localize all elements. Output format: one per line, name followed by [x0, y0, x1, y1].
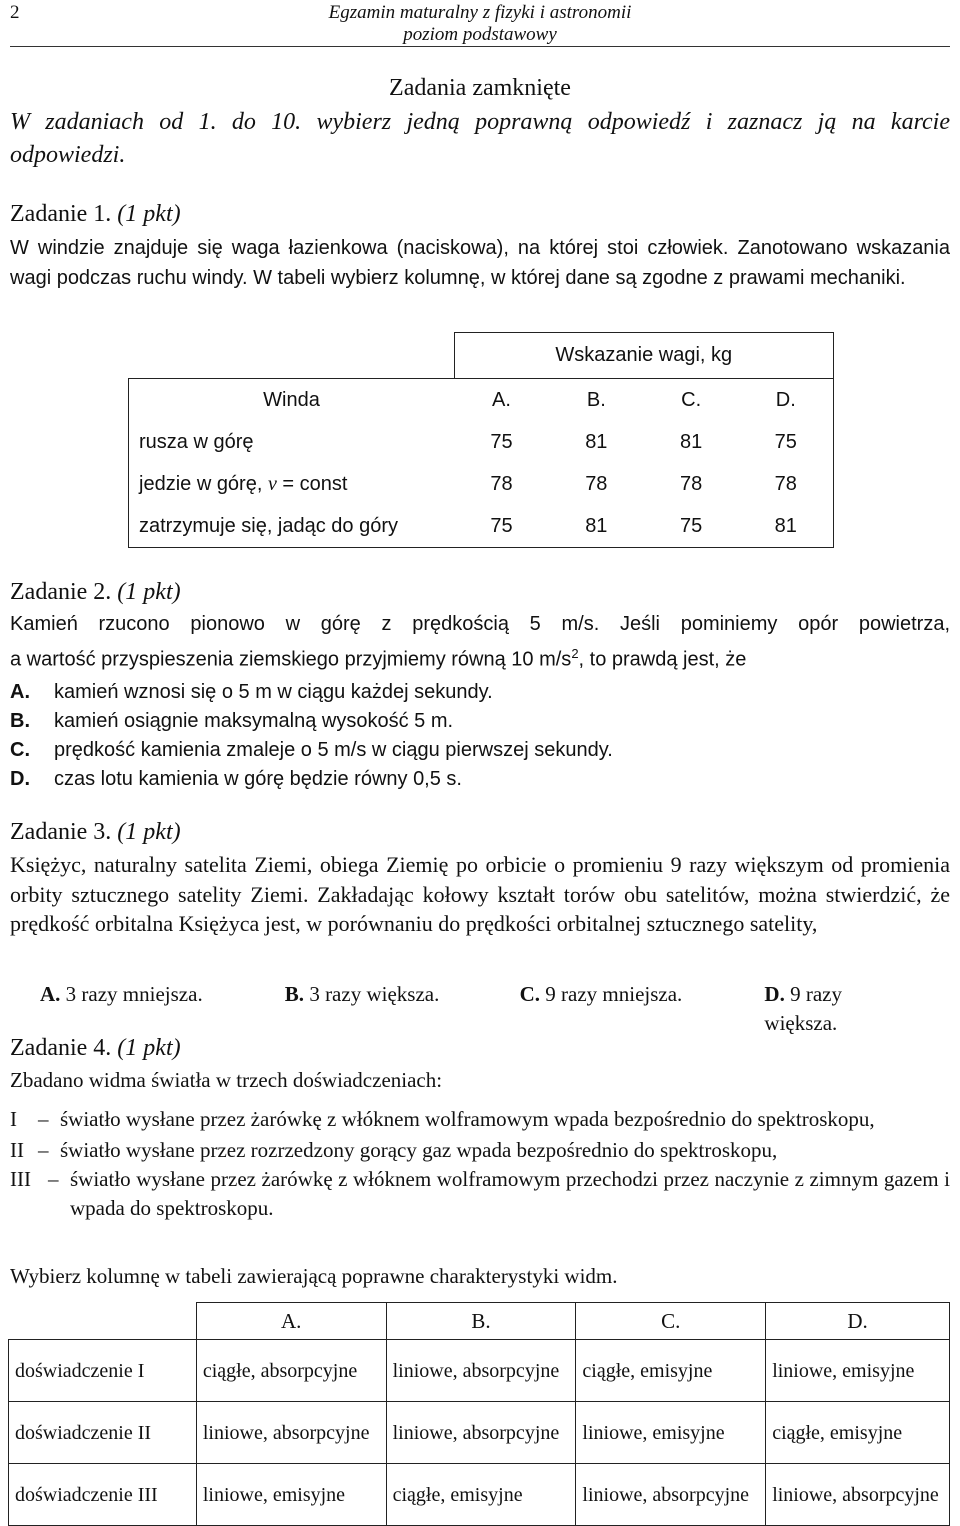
task4-cell: liniowe, absorpcyjne	[196, 1402, 386, 1464]
list-item: C. 9 razy mniejsza.	[519, 982, 683, 1006]
table-row	[9, 1464, 950, 1526]
exam-title-line2: poziom podstawowy	[403, 24, 557, 45]
task1-cell: 75	[490, 430, 513, 453]
task4-cell: liniowe, emisyjne	[576, 1402, 766, 1464]
task1-cell: 81	[549, 505, 644, 548]
list-item: II – światło wysłane przez rozrzedzony gorący gaz wpada bezpośrednio do spektroskopu,	[10, 1138, 778, 1162]
task1-heading	[10, 200, 950, 229]
task1-cell: 75	[454, 505, 549, 548]
task4-intro: Zbadano widma światła w trzech doświadczeniach:	[10, 1068, 443, 1092]
task4-col-a: A.	[196, 1303, 386, 1340]
task3-text: Księżyc, naturalny satelita Ziemi, obiega Ziemię po orbicie o promieniu 9 razy większym od promienia orbity sztucznego satelity Ziemi. Zakładając kołowy kształt torów obu satelitów, można stwierdzić, że prędkość orbitalna Księżyca jest, w porównaniu do prędkości orbitalnej sztucznego satelity,	[10, 852, 950, 936]
task1-row2-label: jedzie w górę, v = const	[129, 463, 455, 505]
task4-cell: liniowe, emisyjne	[766, 1340, 950, 1402]
task2-points: (1 pkt)	[117, 579, 181, 605]
task4-cell: liniowe, absorpcyjne	[576, 1464, 766, 1526]
table-row	[129, 463, 834, 505]
task4-cell: liniowe, absorpcyjne	[386, 1340, 576, 1402]
task4-row1-label: doświadczenie I	[9, 1340, 197, 1402]
task1-cell: 78	[585, 472, 608, 495]
task1-points: (1 pkt)	[117, 201, 181, 227]
task4-cell: ciągłe, emisyjne	[576, 1340, 766, 1402]
task4-points: (1 pkt)	[117, 1035, 181, 1061]
list-item: D. 9 razy większa.	[764, 982, 842, 1035]
page-header	[0, 0, 960, 48]
task1-group-header: Wskazanie wagi, kg	[454, 333, 833, 379]
exam-title-line1: Egzamin maturalny z fizyki i astronomii	[328, 2, 632, 23]
task4-cell: liniowe, absorpcyjne	[766, 1464, 950, 1526]
task4-cell: ciągłe, emisyjne	[766, 1402, 950, 1464]
task3-options	[10, 980, 920, 1038]
task1-text: W windzie znajduje się waga łazienkowa (naciskowa), na której stoi człowiek. Zanotowano wskazania wagi podczas ruchu windy. W tabeli wybierz kolumnę, w której dane są zgodne z prawami mechaniki.	[10, 237, 950, 289]
task1-cell: 81	[739, 505, 834, 548]
task4-question: Wybierz kolumnę w tabeli zawierającą poprawne charakterystyki widm.	[10, 1264, 618, 1288]
task1-row3-label: zatrzymuje się, jadąc do góry	[129, 505, 455, 548]
task1-cell: 78	[739, 463, 834, 505]
task4-col-c: C.	[576, 1303, 766, 1340]
task4-items	[10, 1105, 950, 1223]
task2-text-line1: Kamień rzucono pionowo w górę z prędkością 5 m/s. Jeśli pominiemy opór powietrza,	[10, 613, 950, 635]
task4-col-d: D.	[766, 1303, 950, 1340]
task1-cell: 81	[680, 430, 703, 453]
header-divider	[10, 46, 950, 47]
task4-cell: liniowe, absorpcyjne	[386, 1402, 576, 1464]
list-item: C. prędkość kamienia zmaleje o 5 m/s w ciągu pierwszej sekundy.	[10, 739, 613, 761]
task4-table	[8, 1302, 950, 1526]
task2-heading	[10, 578, 950, 607]
task1-col-b: B.	[549, 379, 644, 422]
list-item: A. 3 razy mniejsza.	[40, 982, 203, 1006]
task3-label: Zadanie 3.	[10, 819, 112, 845]
task2-text-line2: a wartość przyspieszenia ziemskiego przyjmiemy równą 10 $m/s^2$, to prawdą jest, że	[10, 646, 747, 671]
task1-cell: 75	[739, 421, 834, 463]
task2-options	[10, 678, 950, 794]
list-item: III – światło wysłane przez żarówkę z włóknem wolframowym przechodzi przez naczynie z zimnym gazem i wpada do spektroskopu.	[10, 1167, 950, 1220]
task4-row3-label: doświadczenie III	[9, 1464, 197, 1526]
table-row	[129, 421, 834, 463]
task3-points: (1 pkt)	[117, 819, 181, 845]
task1-col-d: D.	[739, 379, 834, 422]
task4-col-b: B.	[386, 1303, 576, 1340]
table-row	[129, 505, 834, 548]
table-row	[9, 1402, 950, 1464]
task2-text	[10, 610, 950, 675]
task1-row1-label: rusza w górę	[129, 421, 455, 463]
task1-col-header: Winda	[129, 379, 455, 422]
section-title: Zadania zamknięte	[389, 75, 571, 101]
task1-cell: 78	[680, 472, 703, 495]
task1-table	[128, 332, 834, 548]
list-item: B. 3 razy większa.	[284, 982, 440, 1006]
task2-label: Zadanie 2.	[10, 579, 112, 605]
list-item: A. kamień wznosi się o 5 m w ciągu każdej sekundy.	[10, 681, 493, 703]
task4-cell: liniowe, emisyjne	[196, 1464, 386, 1526]
task1-label: Zadanie 1.	[10, 201, 112, 227]
list-item: D. czas lotu kamienia w górę będzie równy 0,5 s.	[10, 768, 462, 790]
task1-cell: 75	[644, 505, 739, 548]
list-item: I – światło wysłane przez żarówkę z włóknem wolframowym wpada bezpośrednio do spektroskopu,	[10, 1107, 875, 1131]
task4-heading	[10, 1034, 950, 1063]
table-row	[9, 1340, 950, 1402]
task4-cell: ciągłe, emisyjne	[386, 1464, 576, 1526]
task4-cell: ciągłe, absorpcyjne	[196, 1340, 386, 1402]
task1-cell: 78	[490, 472, 513, 495]
exam-title	[0, 2, 960, 46]
task3-heading	[10, 818, 950, 847]
task4-label: Zadanie 4.	[10, 1035, 112, 1061]
task1-col-c: C.	[644, 379, 739, 422]
task1-cell: 81	[585, 430, 608, 453]
page-number: 2	[10, 2, 20, 23]
section-instruction: W zadaniach od 1. do 10. wybierz jedną poprawną odpowiedź i zaznacz ją na karcie odpowiedzi.	[10, 109, 950, 168]
task1-col-a: A.	[454, 379, 549, 422]
list-item: B. kamień osiągnie maksymalną wysokość 5 m.	[10, 710, 454, 732]
task4-row2-label: doświadczenie II	[9, 1402, 197, 1464]
